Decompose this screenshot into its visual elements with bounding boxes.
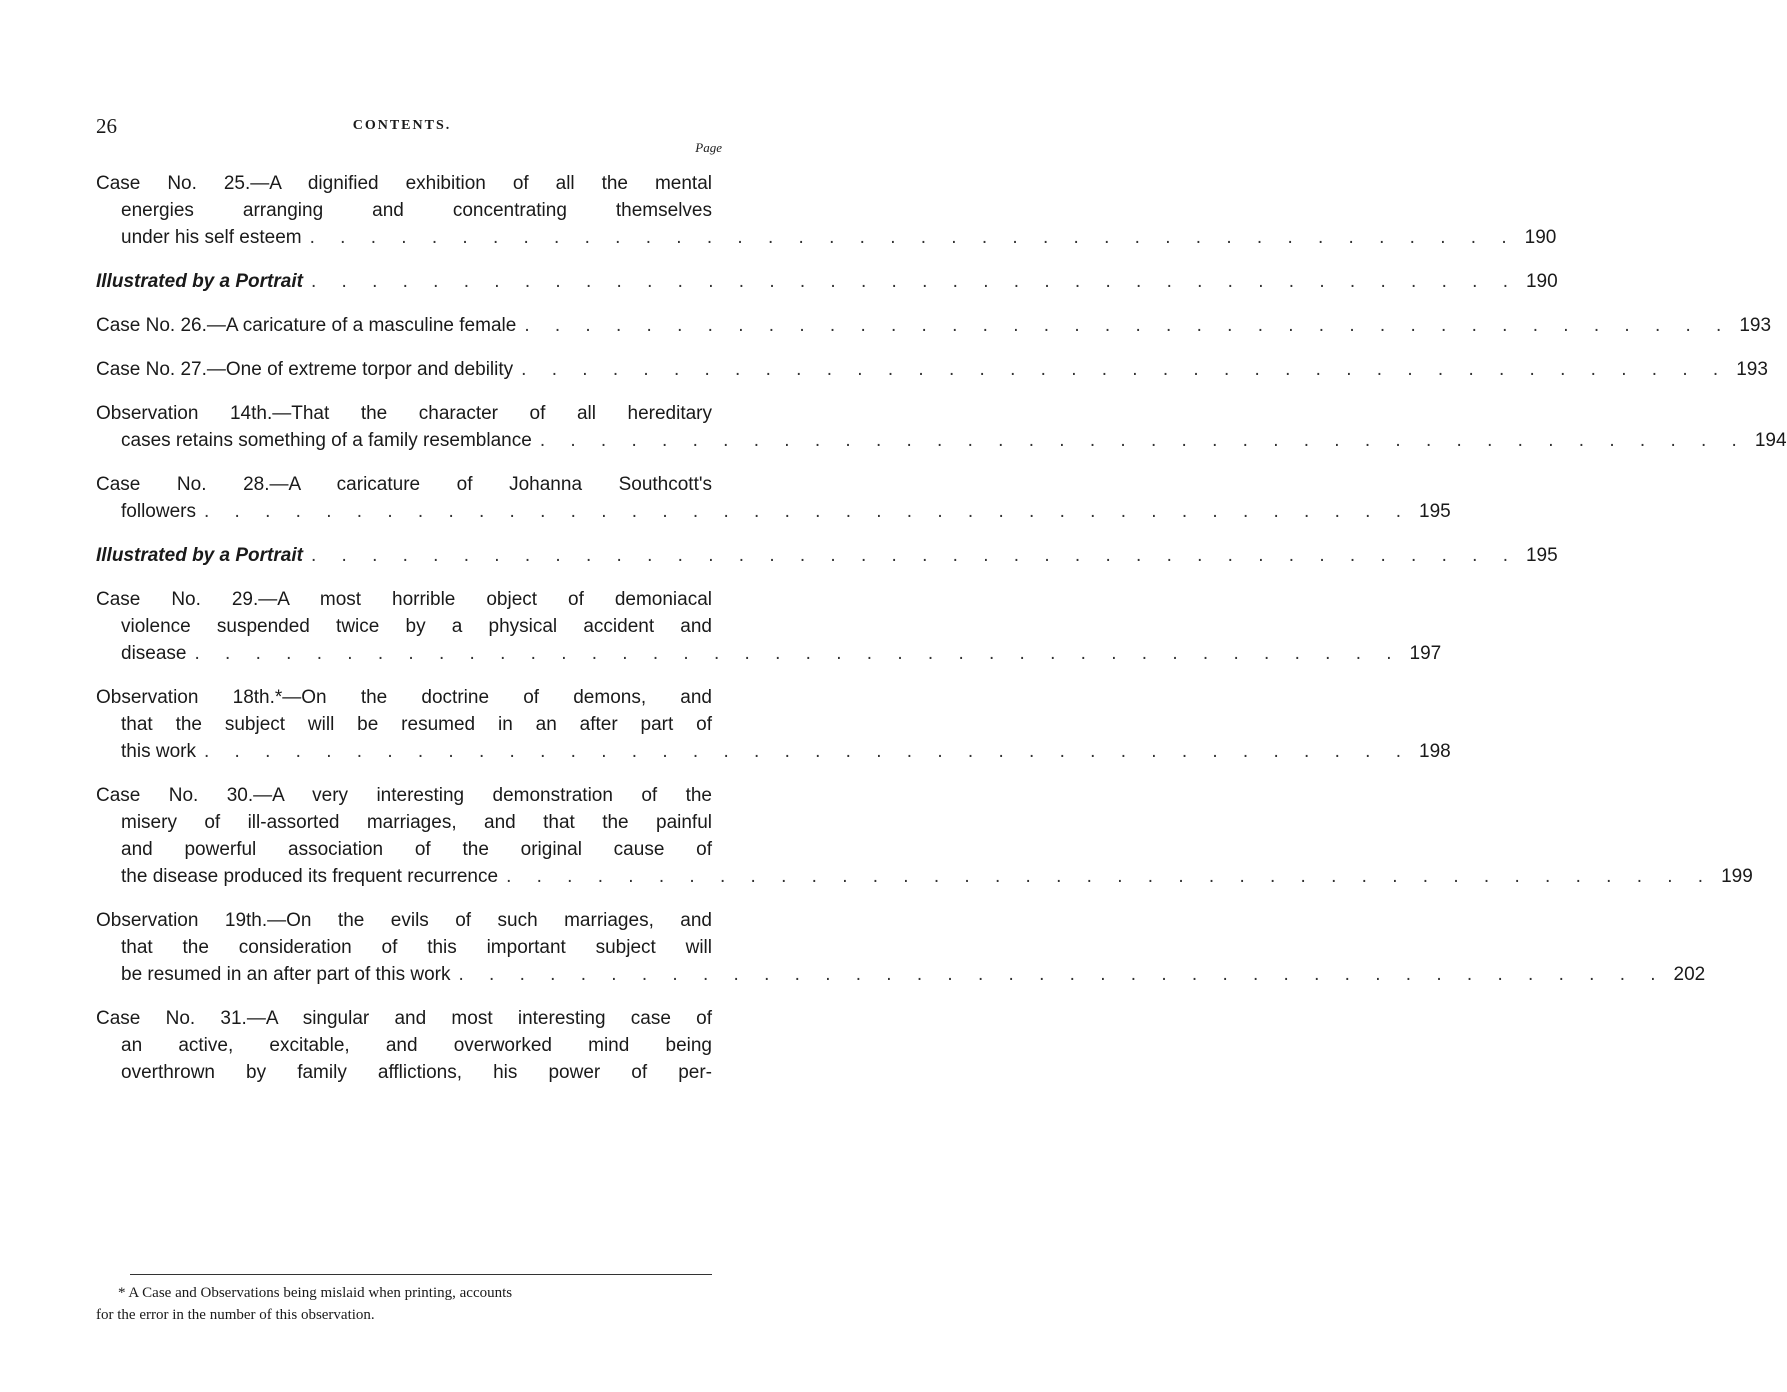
entry-last-line	[96, 268, 1558, 295]
contents-entry	[96, 586, 1442, 667]
footnote	[96, 1282, 712, 1326]
entry-line: Observation 18th.*—On the doctrine of demons, and	[96, 687, 712, 708]
entry-line: Observation 19th.—On the evils of such marriages, and	[96, 910, 712, 931]
contents-entry	[96, 400, 1787, 454]
entry-page-number: 198	[1419, 741, 1451, 762]
entry-last-line	[96, 312, 1772, 339]
dot-leader: . . . . . . . . . . . . . . . . . . . . . . . . . . . . . . . . . . . . . . . .	[458, 964, 1666, 985]
entry-text: Illustrated by a Portrait	[96, 271, 303, 292]
entry-line: and powerful association of the original cause of	[121, 839, 712, 860]
entry-text: Case No. 26.—A caricature of a masculine female	[96, 315, 517, 336]
dot-leader: . . . . . . . . . . . . . . . . . . . . . . . . . . . . . . . . . . . . . . . .	[310, 545, 1518, 566]
entry-last-line	[96, 738, 1451, 765]
entry-line: an active, excitable, and overworked mind being	[121, 1035, 712, 1056]
entry-line: Case No. 28.—A caricature of Johanna Southcott's	[96, 474, 712, 495]
entry-text: Case No. 27.—One of extreme torpor and debility	[96, 359, 514, 380]
entry-page-number: 190	[1525, 271, 1558, 292]
dot-leader: . . . . . . . . . . . . . . . . . . . . . . . . . . . . . . . . . . . . . . . .	[194, 643, 1402, 664]
footnote-rule	[130, 1274, 712, 1275]
contents-entry	[96, 684, 1451, 765]
entry-text: followers	[121, 501, 196, 522]
contents-entry	[96, 312, 1772, 339]
entry-line: violence suspended twice by a physical accident and	[121, 616, 712, 637]
contents-entry	[96, 471, 1451, 525]
entry-last-line	[96, 224, 1557, 251]
page-header	[96, 114, 708, 136]
entry-text: this work	[121, 741, 196, 762]
contents-entry	[96, 268, 1558, 295]
entry-last-line	[96, 498, 1451, 525]
entry-text: under his self esteem	[121, 227, 302, 248]
contents-entry	[96, 1005, 712, 1086]
dot-leader: . . . . . . . . . . . . . . . . . . . . . . . . . . . . . . . . . . . . . . . .	[203, 501, 1412, 522]
entry-page-number: 193	[1739, 315, 1772, 336]
entry-page-number: 197	[1409, 643, 1442, 664]
entry-page-number: 199	[1721, 866, 1753, 887]
dot-leader: . . . . . . . . . . . . . . . . . . . . . . . . . . . . . . . . . . . . . . . .	[539, 430, 1747, 451]
entry-text: disease	[121, 643, 187, 664]
page-column-label: Page	[695, 140, 722, 155]
entry-line: Case No. 31.—A singular and most interesting case of	[96, 1008, 712, 1029]
entry-page-number: 195	[1525, 545, 1558, 566]
dot-leader: . . . . . . . . . . . . . . . . . . . . . . . . . . . . . . . . . . . . . . . .	[310, 271, 1518, 292]
footnote-line-1: * A Case and Observations being mislaid when printing, accounts	[118, 1285, 513, 1301]
entry-text: the disease produced its frequent recurrence	[121, 866, 499, 887]
entry-line: that the subject will be resumed in an after part of	[121, 714, 712, 735]
entry-text: be resumed in an after part of this work	[121, 964, 451, 985]
entry-line: Case No. 29.—A most horrible object of demoniacal	[96, 589, 712, 610]
contents-entry	[96, 170, 1557, 251]
entry-last-line	[96, 427, 1787, 454]
entry-text: Illustrated by a Portrait	[96, 545, 303, 566]
dot-leader: . . . . . . . . . . . . . . . . . . . . . . . . . . . . . . . . . . . . . . . .	[521, 359, 1729, 380]
entry-line: Case No. 25.—A dignified exhibition of all the mental	[96, 173, 712, 194]
entry-page-number: 195	[1419, 501, 1451, 522]
entry-last-line	[96, 961, 1706, 988]
entry-line: that the consideration of this important subject will	[121, 937, 712, 958]
contents-entry	[96, 356, 1768, 383]
entry-line: energies arranging and concentrating themselves	[121, 200, 712, 221]
page-number: 26	[96, 114, 117, 138]
contents-list	[96, 170, 1787, 1103]
entry-last-line	[96, 863, 1753, 890]
entry-last-line	[96, 356, 1768, 383]
entry-last-line	[96, 542, 1558, 569]
running-title: CONTENTS.	[352, 118, 452, 133]
dot-leader: . . . . . . . . . . . . . . . . . . . . . . . . . . . . . . . . . . . . . . . .	[524, 315, 1732, 336]
dot-leader: . . . . . . . . . . . . . . . . . . . . . . . . . . . . . . . . . . . . . . . .	[309, 227, 1517, 248]
entry-page-number: 194	[1754, 430, 1787, 451]
dot-leader: . . . . . . . . . . . . . . . . . . . . . . . . . . . . . . . . . . . . . . . .	[506, 866, 1714, 887]
entry-page-number: 190	[1524, 227, 1557, 248]
dot-leader: . . . . . . . . . . . . . . . . . . . . . . . . . . . . . . . . . . . . . . . .	[203, 741, 1411, 762]
entry-line: misery of ill-assorted marriages, and that the painful	[121, 812, 712, 833]
contents-entry	[96, 907, 1706, 988]
footnote-line-2: for the error in the number of this observation.	[96, 1307, 375, 1323]
contents-entry	[96, 782, 1753, 890]
entry-page-number: 202	[1673, 964, 1706, 985]
entry-line: overthrown by family afflictions, his power of per-	[121, 1062, 712, 1083]
entry-last-line	[96, 640, 1442, 667]
contents-entry	[96, 542, 1558, 569]
entry-line: Case No. 30.—A very interesting demonstration of the	[96, 785, 712, 806]
entry-text: cases retains something of a family resemblance	[121, 430, 532, 451]
entry-page-number: 193	[1736, 359, 1768, 380]
entry-line: Observation 14th.—That the character of all hereditary	[96, 403, 712, 424]
